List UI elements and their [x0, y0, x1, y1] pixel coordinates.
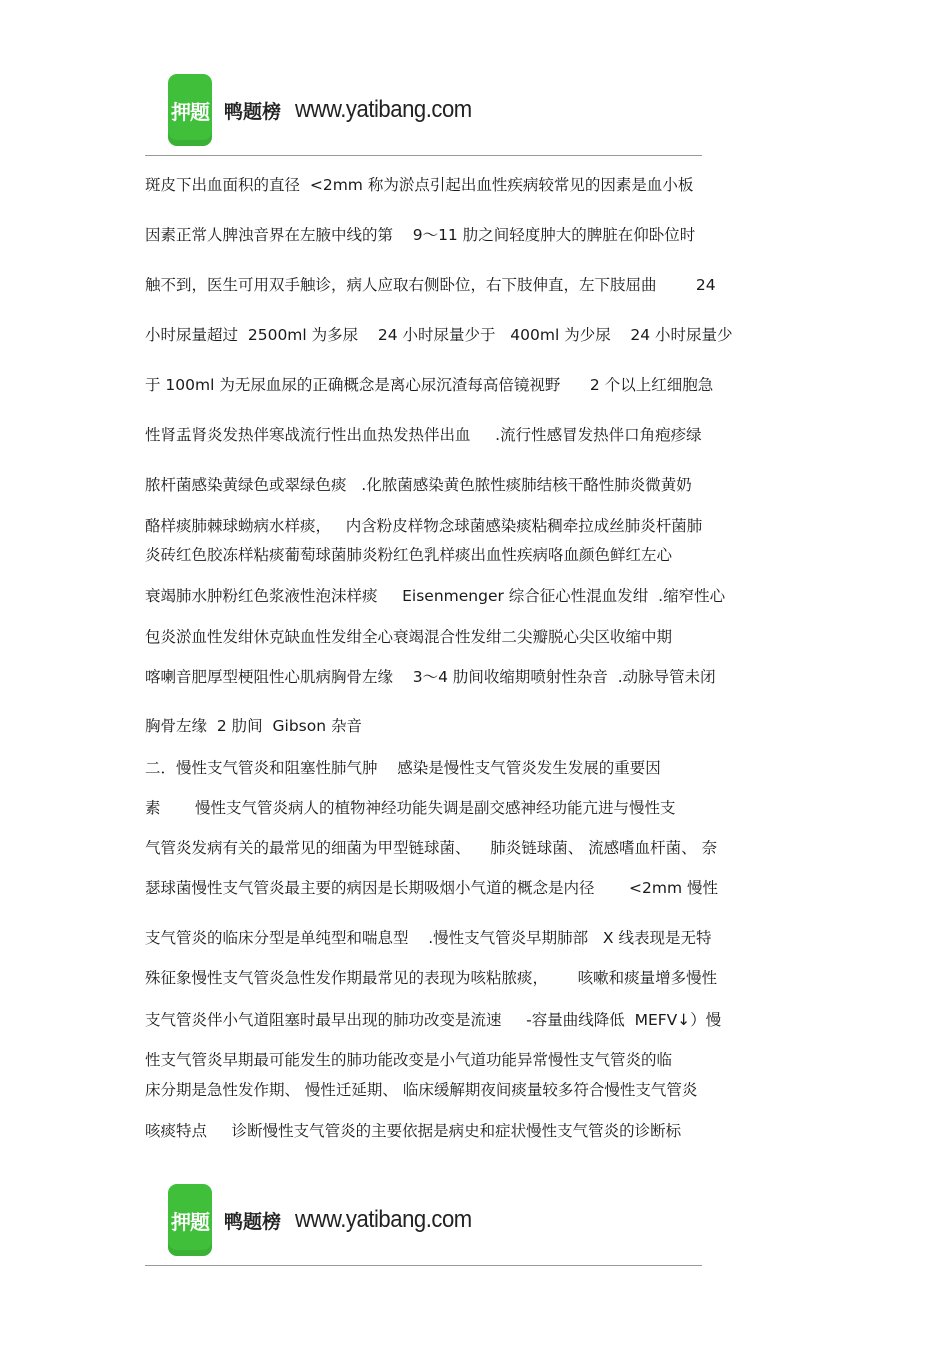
text-line: 炎砖红色胶冻样粘痰葡萄球菌肺炎粉红色乳样痰出血性疾病咯血颜色鲜红左心 — [145, 546, 673, 564]
text-line: 脓杆菌感染黄绿色或翠绿色痰 .化脓菌感染黄色脓性痰肺结核干酪性肺炎微黄奶 — [145, 476, 692, 494]
logo-badge: 押题 — [168, 1184, 212, 1256]
footer-divider — [145, 1265, 702, 1266]
text-line: 胸骨左缘 2 肋间 Gibson 杂音 — [145, 717, 362, 735]
text-line: 咳痰特点 诊断慢性支气管炎的主要依据是病史和症状慢性支气管炎的诊断标 — [145, 1122, 682, 1140]
text-line: 性肾盂肾炎发热伴寒战流行性出血热发热伴出血 .流行性感冒发热伴口角疱疹绿 — [145, 426, 702, 444]
text-line: 素 慢性支气管炎病人的植物神经功能失调是副交感神经功能亢进与慢性支 — [145, 799, 676, 817]
site-url: www.yatibang.com — [295, 96, 472, 123]
text-line: 于 100ml 为无尿血尿的正确概念是离心尿沉渣每高倍镜视野 2 个以上红细胞急 — [145, 376, 714, 394]
text-line: 衰竭肺水肿粉红色浆液性泡沫样痰 Eisenmenger 综合征心性混血发绀 .缩窄性心 — [145, 587, 726, 605]
text-line: 殊征象慢性支气管炎急性发作期最常见的表现为咳粘脓痰， 咳嗽和痰量增多慢性 — [145, 969, 718, 987]
text-line: 酪样痰肺棘球蚴病水样痰， 内含粉皮样物念球菌感染痰粘稠牵拉成丝肺炎杆菌肺 — [145, 517, 703, 535]
text-line: 二．慢性支气管炎和阻塞性肺气肿 感染是慢性支气管炎发生发展的重要因 — [145, 759, 661, 777]
text-line: 小时尿量超过 2500ml 为多尿 24 小时尿量少于 400ml 为少尿 24 小时尿量少 — [145, 326, 733, 344]
text-line: 斑皮下出血面积的直径 <2mm 称为淤点引起出血性疾病较常见的因素是血小板 — [145, 176, 694, 194]
text-line: 支气管炎伴小气道阻塞时最早出现的肺功改变是流速 -容量曲线降低 MEFV↓）慢 — [145, 1011, 722, 1029]
header-logo — [168, 74, 487, 146]
text-line: 包炎淤血性发绀休克缺血性发绀全心衰竭混合性发绀二尖瓣脱心尖区收缩中期 — [145, 628, 673, 646]
text-line: 床分期是急性发作期、 慢性迁延期、 临床缓解期夜间痰量较多符合慢性支气管炎 — [145, 1081, 698, 1099]
brand-name: 鸭题榜 — [224, 1210, 282, 1233]
text-line: 瑟球菌慢性支气管炎最主要的病因是长期吸烟小气道的概念是内径 <2mm 慢性 — [145, 879, 718, 897]
header-divider — [145, 155, 702, 156]
text-line: 喀喇音肥厚型梗阻性心肌病胸骨左缘 3～4 肋间收缩期喷射性杂音 .动脉导管未闭 — [145, 668, 716, 686]
text-line: 气管炎发病有关的最常见的细菌为甲型链球菌、 肺炎链球菌、 流感嗜血杆菌、 奈 — [145, 839, 718, 857]
footer-logo — [168, 1184, 487, 1256]
logo-badge: 押题 — [168, 74, 212, 146]
text-line: 性支气管炎早期最可能发生的肺功能改变是小气道功能异常慢性支气管炎的临 — [145, 1051, 673, 1069]
text-line: 因素正常人脾浊音界在左腋中线的第 9～11 肋之间轻度肿大的脾脏在仰卧位时 — [145, 226, 696, 244]
site-url: www.yatibang.com — [295, 1206, 472, 1233]
text-line: 触不到，医生可用双手触诊，病人应取右侧卧位，右下肢伸直，左下肢屈曲 24 — [145, 276, 716, 294]
brand-name: 鸭题榜 — [224, 100, 282, 123]
text-line: 支气管炎的临床分型是单纯型和喘息型 .慢性支气管炎早期肺部 X 线表现是无特 — [145, 929, 712, 947]
